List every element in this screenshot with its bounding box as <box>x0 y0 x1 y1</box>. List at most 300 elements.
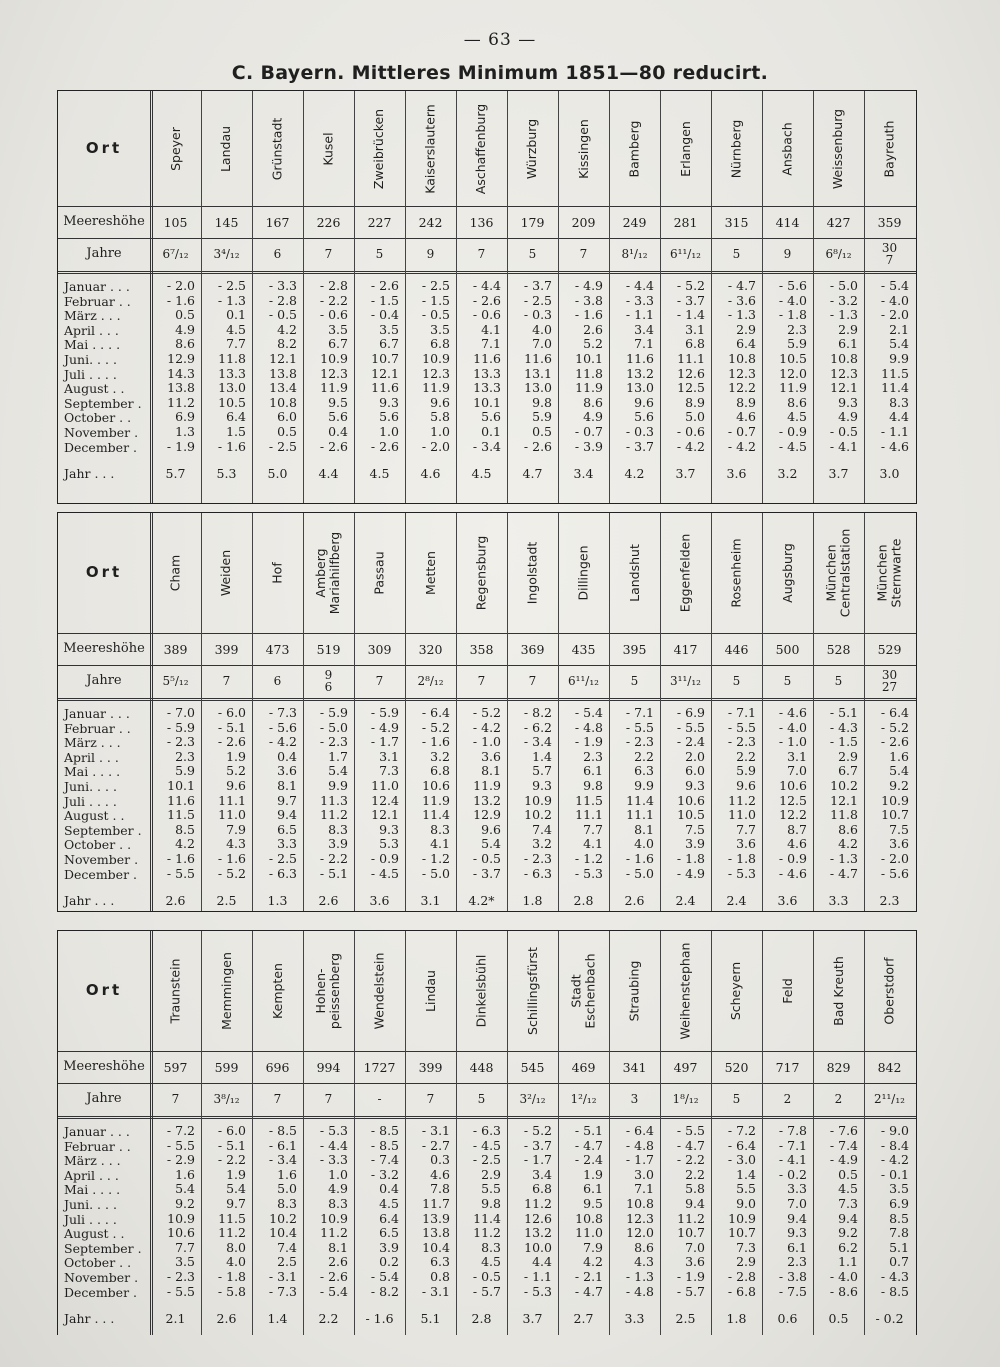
month-value: 13.2 <box>473 792 501 808</box>
jahre-value: 2 <box>783 1092 792 1106</box>
month-value: 0.8 <box>430 1268 450 1284</box>
month-value: 3.2 <box>532 836 552 852</box>
month-value: 13.4 <box>269 380 297 396</box>
month-value: - 7.8 <box>778 1123 807 1138</box>
monthly-values <box>507 279 558 454</box>
month-value: 9.7 <box>226 1195 246 1211</box>
jahre-value: 3¹¹/₁₂ <box>670 674 701 688</box>
month-value: - 1.2 <box>421 850 450 866</box>
month-value: - 7.1 <box>625 705 654 720</box>
month-value: - 1.6 <box>217 850 246 866</box>
jahre-value: 5 <box>630 674 639 688</box>
month-value: 11.0 <box>218 807 246 823</box>
jahre-value: 8¹/₁₂ <box>621 247 648 261</box>
row-divider <box>58 206 916 207</box>
month-value: 7.0 <box>532 336 552 352</box>
month-value: 9.4 <box>685 1195 705 1211</box>
month-value: - 3.4 <box>268 1152 297 1168</box>
month-value: 7.5 <box>889 821 909 837</box>
month-value: 10.6 <box>779 777 807 793</box>
month-value: - 2.5 <box>268 438 297 454</box>
month-value: 9.4 <box>277 807 297 823</box>
month-value: 12.3 <box>830 365 858 381</box>
month-value: - 0.9 <box>370 850 399 866</box>
month-value: 3.6 <box>685 1254 705 1270</box>
month-value: 11.5 <box>167 807 195 823</box>
month-value: 8.6 <box>634 1239 654 1255</box>
station-name-text: Traunstein <box>167 958 183 1024</box>
month-value: 12.5 <box>779 792 807 808</box>
station-name <box>405 931 456 1051</box>
annual-value: 3.1 <box>420 893 441 909</box>
month-value: 4.1 <box>481 321 501 337</box>
station-name-text: Cham <box>167 554 183 592</box>
month-value: 13.2 <box>626 365 654 381</box>
station-name <box>354 931 405 1051</box>
month-value: 13.8 <box>422 1225 450 1241</box>
month-value: 10.7 <box>677 1225 705 1241</box>
month-value: - 7.0 <box>166 705 195 720</box>
month-value: - 8.5 <box>370 1137 399 1153</box>
monthly-values <box>201 279 252 454</box>
ort-label: Ort <box>85 981 123 999</box>
month-value: - 5.1 <box>319 865 348 881</box>
annual-value: 4.2 <box>624 466 645 482</box>
station-name-text: Bad Kreuth <box>830 956 846 1026</box>
station-name <box>252 931 303 1051</box>
station-name-text: Dinkelsbühl <box>473 954 489 1028</box>
month-value: 1.4 <box>736 1166 756 1182</box>
month-value: 11.5 <box>881 365 909 381</box>
meereshoehe-label: Meereshöhe <box>63 641 145 656</box>
month-value: 0.5 <box>277 423 297 439</box>
annual-value: 2.6 <box>165 893 186 909</box>
month-value: 5.4 <box>328 763 348 779</box>
month-value: 1.9 <box>226 1166 246 1182</box>
month-value: - 6.0 <box>217 705 246 720</box>
month-value: 2.6 <box>328 1254 348 1270</box>
station-name-text: Regensburg <box>473 535 489 611</box>
month-value: 2.9 <box>838 321 858 337</box>
meereshoehe-value: 500 <box>775 642 800 657</box>
month-value: 10.1 <box>167 777 195 793</box>
month-value: - 0.3 <box>625 423 654 439</box>
month-value: 4.1 <box>430 836 450 852</box>
meereshoehe-value: 359 <box>877 215 902 230</box>
station-name <box>303 931 354 1051</box>
annual-value: 4.5 <box>471 466 492 482</box>
month-value: 3.4 <box>532 1166 552 1182</box>
monthly-values <box>150 706 201 881</box>
monthly-values <box>609 279 660 454</box>
month-value: 1.9 <box>583 1166 603 1182</box>
month-value: 5.3 <box>379 836 399 852</box>
annual-value: 0.6 <box>777 1311 798 1327</box>
meereshoehe-value: 528 <box>826 642 851 657</box>
month-value: 13.9 <box>422 1210 450 1226</box>
month-value: 3.5 <box>430 321 450 337</box>
month-value: 12.1 <box>830 792 858 808</box>
month-value: 11.2 <box>524 1195 552 1211</box>
month-value: 6.3 <box>430 1254 450 1270</box>
month-value: - 0.5 <box>472 850 501 866</box>
month-value: 8.1 <box>328 1239 348 1255</box>
month-value: - 5.3 <box>523 1283 552 1299</box>
month-value: - 5.6 <box>268 719 297 735</box>
month-value: 11.9 <box>320 380 348 396</box>
month-value: 10.7 <box>371 350 399 366</box>
month-value: 10.5 <box>677 807 705 823</box>
monthly-values <box>456 279 507 454</box>
station-name <box>813 91 864 206</box>
station-name-text: Passau <box>371 551 387 595</box>
jahre-value: 5 <box>783 674 792 688</box>
month-value: 11.9 <box>422 380 450 396</box>
station-name <box>711 513 762 633</box>
month-value: - 4.2 <box>880 1152 909 1168</box>
month-value: 3.5 <box>379 321 399 337</box>
station-name-text: Kempten <box>269 963 285 1019</box>
month-value: 8.3 <box>430 821 450 837</box>
month-value: - 1.6 <box>574 307 603 323</box>
station-name-text: Landau <box>218 125 234 172</box>
meereshoehe-value: 389 <box>163 642 188 657</box>
month-label: April . . . <box>64 749 119 765</box>
jahre-value: 2⁸/₁₂ <box>417 674 444 688</box>
meereshoehe-value: 179 <box>520 215 545 230</box>
month-value: 8.2 <box>277 336 297 352</box>
month-value: - 2.2 <box>319 850 348 866</box>
station-name <box>456 513 507 633</box>
month-value: - 3.7 <box>676 292 705 308</box>
month-value: 2.2 <box>736 748 756 764</box>
monthly-values <box>711 706 762 881</box>
month-label: August . . <box>64 381 125 397</box>
month-value: - 5.5 <box>727 719 756 735</box>
meereshoehe-value: 145 <box>214 215 239 230</box>
month-value: - 7.4 <box>829 1137 858 1153</box>
month-value: 10.7 <box>728 1225 756 1241</box>
monthly-values <box>405 279 456 454</box>
meereshoehe-value: 358 <box>469 642 494 657</box>
month-value: - 1.3 <box>625 1268 654 1284</box>
station-name-text: Oberstdorf <box>881 957 897 1025</box>
station-name-text: Grünstadt <box>269 117 285 180</box>
month-label: April . . . <box>64 322 119 338</box>
month-value: - 5.0 <box>829 278 858 293</box>
month-value: - 4.7 <box>829 865 858 881</box>
meereshoehe-value: 414 <box>775 215 800 230</box>
month-value: 11.8 <box>830 807 858 823</box>
month-label: October . . <box>64 410 132 426</box>
month-value: 11.6 <box>524 350 552 366</box>
month-value: 10.8 <box>728 350 756 366</box>
month-value: 8.3 <box>481 1239 501 1255</box>
month-value: 7.4 <box>277 1239 297 1255</box>
month-value: 1.6 <box>175 1166 195 1182</box>
month-value: - 4.0 <box>829 1268 858 1284</box>
month-value: - 6.4 <box>880 705 909 720</box>
month-value: 9.4 <box>838 1210 858 1226</box>
month-label: November . <box>64 852 139 867</box>
month-value: 11.6 <box>626 350 654 366</box>
monthly-values <box>252 279 303 454</box>
month-value: - 4.6 <box>778 705 807 720</box>
month-value: - 1.8 <box>727 850 756 866</box>
meereshoehe-value: 226 <box>316 215 341 230</box>
month-value: - 4.5 <box>472 1137 501 1153</box>
annual-value: 1.8 <box>522 893 543 909</box>
month-value: - 6.8 <box>727 1283 756 1299</box>
month-value: 12.5 <box>677 380 705 396</box>
month-value: - 5.2 <box>880 719 909 735</box>
month-value: - 2.6 <box>472 292 501 308</box>
month-value: - 2.6 <box>880 734 909 750</box>
annual-value: 5.1 <box>420 1311 441 1327</box>
month-value: 13.3 <box>218 365 246 381</box>
month-value: 0.1 <box>481 423 501 439</box>
jahre-value: 5 <box>375 247 384 261</box>
month-value: - 6.1 <box>268 1137 297 1153</box>
monthly-values <box>507 1124 558 1299</box>
month-value: 8.6 <box>838 821 858 837</box>
month-value: - 1.3 <box>829 850 858 866</box>
month-value: - 3.6 <box>727 292 756 308</box>
row-divider-double <box>58 698 916 701</box>
month-value: 10.5 <box>779 350 807 366</box>
month-value: 11.4 <box>881 380 909 396</box>
station-name <box>252 91 303 206</box>
month-value: 10.9 <box>422 350 450 366</box>
month-value: - 3.3 <box>268 278 297 293</box>
station-name-text: Amberg Mariahilfberg <box>313 531 343 615</box>
month-value: 11.8 <box>575 365 603 381</box>
month-value: 10.8 <box>830 350 858 366</box>
month-value: - 4.4 <box>472 278 501 293</box>
month-label: Juni. . . . <box>64 1197 117 1212</box>
month-value: 0.5 <box>838 1166 858 1182</box>
month-value: - 5.4 <box>370 1268 399 1284</box>
jahre-value: 5 <box>732 674 741 688</box>
month-value: 6.8 <box>430 763 450 779</box>
annual-value: 1.8 <box>726 1311 747 1327</box>
month-value: - 5.0 <box>319 719 348 735</box>
month-value: - 1.8 <box>778 307 807 323</box>
annual-value: 5.7 <box>165 466 186 482</box>
month-value: 5.8 <box>685 1181 705 1197</box>
month-value: 7.8 <box>430 1181 450 1197</box>
month-value: 8.7 <box>787 821 807 837</box>
meereshoehe-value: 395 <box>622 642 647 657</box>
month-value: 12.1 <box>371 365 399 381</box>
station-name <box>609 91 660 206</box>
month-value: 11.5 <box>218 1210 246 1226</box>
monthly-values <box>354 279 405 454</box>
month-value: 12.3 <box>320 365 348 381</box>
annual-value: 2.5 <box>216 893 237 909</box>
jahre-value: 3²/₁₂ <box>519 1092 546 1106</box>
month-value: - 1.5 <box>421 292 450 308</box>
month-value: 2.9 <box>736 321 756 337</box>
month-value: - 1.7 <box>625 1152 654 1168</box>
month-value: 4.9 <box>328 1181 348 1197</box>
month-label: Februar . . <box>64 1138 131 1154</box>
month-value: - 4.3 <box>880 1268 909 1284</box>
month-value: - 2.5 <box>217 278 246 293</box>
month-value: 5.9 <box>175 763 195 779</box>
table-pfalz-franken <box>57 90 917 504</box>
month-value: 9.3 <box>379 394 399 410</box>
station-name-text: Weissenburg <box>830 108 846 189</box>
month-value: - 5.7 <box>676 1283 705 1299</box>
monthly-values <box>405 706 456 881</box>
month-value: - 3.7 <box>523 278 552 293</box>
month-value: 4.3 <box>226 836 246 852</box>
month-value: - 4.7 <box>574 1137 603 1153</box>
month-label: Februar . . <box>64 293 131 309</box>
station-name-text: Augsburg <box>779 543 795 603</box>
month-value: 9.7 <box>277 792 297 808</box>
month-label: Juni. . . . <box>64 779 117 794</box>
month-value: 11.0 <box>575 1225 603 1241</box>
month-value: 12.6 <box>524 1210 552 1226</box>
month-value: - 4.2 <box>472 719 501 735</box>
month-value: - 4.7 <box>727 278 756 293</box>
month-value: 12.2 <box>779 807 807 823</box>
meereshoehe-value: 497 <box>673 1060 698 1075</box>
month-value: 2.2 <box>634 748 654 764</box>
month-value: - 8.4 <box>880 1137 909 1153</box>
month-label: November . <box>64 1270 139 1285</box>
monthly-values <box>456 1124 507 1299</box>
month-value: 0.7 <box>889 1254 909 1270</box>
month-value: 11.1 <box>626 807 654 823</box>
month-value: - 2.6 <box>217 734 246 750</box>
station-name-text: Wendelstein <box>371 952 387 1030</box>
month-value: 2.3 <box>787 1254 807 1270</box>
month-value: - 0.5 <box>268 307 297 323</box>
station-name-text: Aschaffenburg <box>473 103 489 194</box>
month-value: 1.0 <box>379 423 399 439</box>
month-value: 6.9 <box>889 1195 909 1211</box>
month-value: 5.6 <box>634 409 654 425</box>
station-name <box>813 931 864 1051</box>
month-value: 8.1 <box>634 821 654 837</box>
meereshoehe-value: 399 <box>214 642 239 657</box>
annual-value: 1.3 <box>267 893 288 909</box>
month-value: 12.1 <box>269 350 297 366</box>
month-value: 6.4 <box>736 336 756 352</box>
month-value: 10.1 <box>473 394 501 410</box>
month-value: - 8.5 <box>370 1123 399 1138</box>
month-value: - 4.8 <box>625 1283 654 1299</box>
monthly-values <box>150 1124 201 1299</box>
month-value: - 2.9 <box>166 1152 195 1168</box>
station-name-text: Kusel <box>320 131 336 166</box>
month-label: Januar . . . <box>64 279 130 294</box>
jahre-value: 5 <box>732 1092 741 1106</box>
month-value: - 2.0 <box>421 438 450 454</box>
month-value: 6.5 <box>379 1225 399 1241</box>
month-value: 4.0 <box>532 321 552 337</box>
station-name <box>201 513 252 633</box>
month-value: - 0.4 <box>370 307 399 323</box>
month-value: 5.4 <box>481 836 501 852</box>
month-value: 11.1 <box>575 807 603 823</box>
monthly-values <box>558 1124 609 1299</box>
meereshoehe-value: 209 <box>571 215 596 230</box>
month-value: 9.3 <box>685 777 705 793</box>
month-value: 8.6 <box>175 336 195 352</box>
station-name-text: Straubing <box>626 960 642 1022</box>
month-value: 9.3 <box>787 1225 807 1241</box>
month-value: 9.4 <box>787 1210 807 1226</box>
month-value: 4.0 <box>634 836 654 852</box>
month-value: 11.0 <box>728 807 756 823</box>
month-value: 10.2 <box>524 807 552 823</box>
month-value: 7.9 <box>226 821 246 837</box>
month-value: 7.8 <box>889 1225 909 1241</box>
month-label: März . . . <box>64 1153 121 1169</box>
month-value: - 5.5 <box>676 1123 705 1138</box>
month-value: 12.3 <box>728 365 756 381</box>
station-name <box>303 91 354 206</box>
month-value: - 4.0 <box>778 292 807 308</box>
month-label: Juli . . . . <box>64 793 117 809</box>
month-value: - 3.0 <box>727 1152 756 1168</box>
month-value: 4.5 <box>838 1181 858 1197</box>
monthly-values <box>813 1124 864 1299</box>
month-label: December . <box>64 1284 137 1300</box>
month-value: 7.1 <box>481 336 501 352</box>
month-label: Mai . . . . <box>64 764 121 780</box>
month-value: 5.0 <box>277 1181 297 1197</box>
month-value: 4.6 <box>736 409 756 425</box>
meereshoehe-value: 597 <box>163 1060 188 1075</box>
month-value: - 2.6 <box>319 1268 348 1284</box>
month-value: 5.7 <box>532 763 552 779</box>
month-value: 9.2 <box>889 777 909 793</box>
station-name <box>660 513 711 633</box>
month-value: - 8.5 <box>268 1123 297 1138</box>
month-value: 7.3 <box>379 763 399 779</box>
month-value: 4.4 <box>532 1254 552 1270</box>
month-value: 8.9 <box>736 394 756 410</box>
annual-value: 2.4 <box>726 893 747 909</box>
month-value: 3.3 <box>277 836 297 852</box>
month-value: 2.6 <box>583 321 603 337</box>
month-value: - 1.6 <box>625 850 654 866</box>
month-value: - 3.4 <box>472 438 501 454</box>
month-value: - 5.5 <box>166 865 195 881</box>
meereshoehe-value: 227 <box>367 215 392 230</box>
meereshoehe-value: 417 <box>673 642 698 657</box>
jahre-value: 6¹¹/₁₂ <box>670 247 701 261</box>
row-divider-double <box>58 271 916 274</box>
month-value: - 5.9 <box>166 719 195 735</box>
monthly-values <box>813 279 864 454</box>
meereshoehe-label: Meereshöhe <box>63 214 145 229</box>
monthly-values <box>303 706 354 881</box>
station-name-text: Eggenfelden <box>677 533 693 613</box>
meereshoehe-value: 369 <box>520 642 545 657</box>
month-value: 10.0 <box>524 1239 552 1255</box>
month-value: - 2.4 <box>574 1152 603 1168</box>
month-value: 0.5 <box>532 423 552 439</box>
jahr-label: Jahr . . . <box>64 893 115 909</box>
month-value: 1.7 <box>328 748 348 764</box>
month-value: 3.5 <box>328 321 348 337</box>
